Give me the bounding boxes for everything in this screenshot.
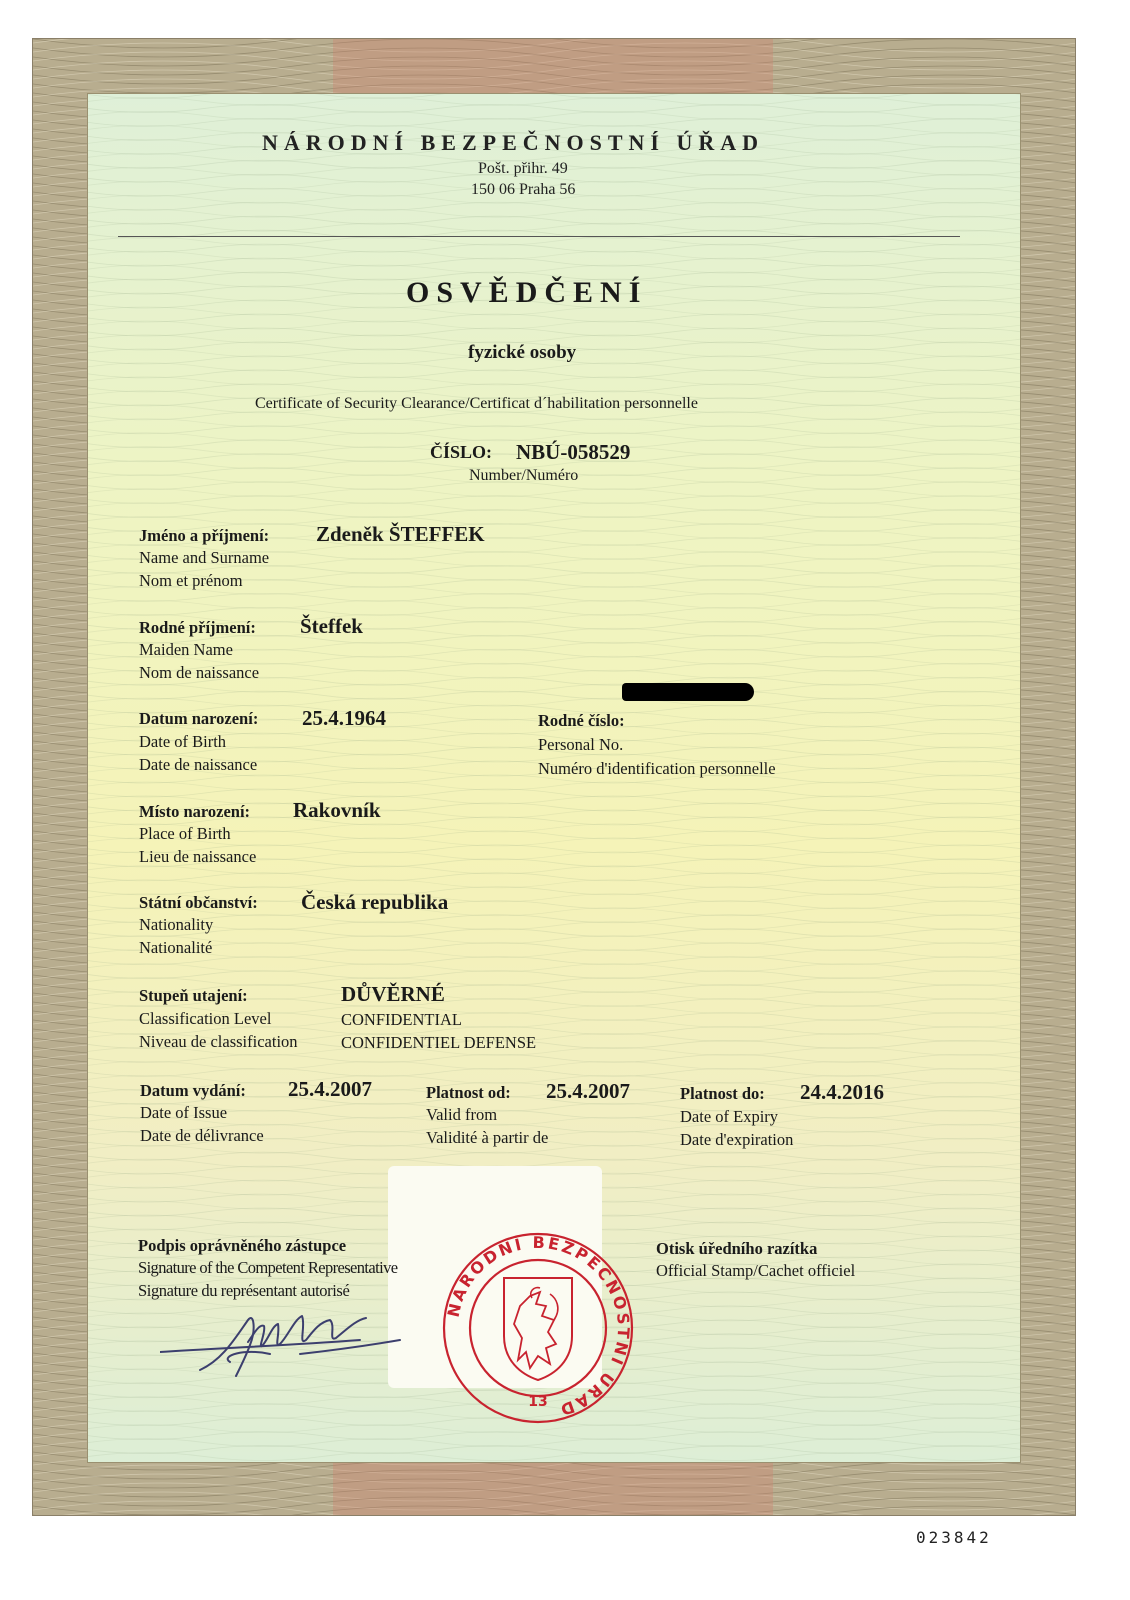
maiden-value: Šteffek — [300, 614, 363, 638]
address-line-2: 150 06 Praha 56 — [471, 181, 576, 198]
personal-no-label: Rodné číslo: — [538, 711, 625, 730]
document-subtitle: fyzické osoby — [468, 342, 577, 363]
valid-from-label-en: Valid from — [426, 1105, 498, 1124]
document-title: OSVĚDČENÍ — [406, 276, 648, 309]
number-label: ČÍSLO: — [430, 442, 493, 462]
dob-label-en: Date of Birth — [139, 732, 227, 751]
classification-label-en: Classification Level — [139, 1009, 272, 1028]
nationality-label-en: Nationality — [139, 915, 214, 934]
stamp-ring-text: NÁRODNÍ BEZPEČNOSTNÍ ÚŘAD — [443, 1232, 634, 1421]
name-label: Jméno a příjmení: — [139, 526, 270, 545]
handwritten-signature — [160, 1290, 420, 1400]
dob-label-fr: Date de naissance — [139, 755, 258, 774]
pob-value: Rakovník — [293, 798, 381, 822]
issue-date-label: Datum vydání: — [140, 1081, 246, 1100]
valid-to-value: 24.4.2016 — [800, 1080, 884, 1104]
nationality-value: Česká republika — [301, 890, 449, 914]
valid-to-label-en: Date of Expiry — [680, 1107, 779, 1126]
classification-value-fr: CONFIDENTIEL DEFENSE — [341, 1033, 537, 1052]
classification-label: Stupeň utajení: — [139, 986, 248, 1005]
nationality-label-fr: Nationalité — [139, 938, 213, 957]
redacted-personal-number — [622, 683, 754, 701]
signature-label: Podpis oprávněného zástupce — [138, 1236, 347, 1255]
stamp-label: Otisk úředního razítka — [656, 1239, 818, 1258]
agency-name: NÁRODNÍ BEZPEČNOSTNÍ ÚŘAD — [262, 130, 765, 155]
classification-label-fr: Niveau de classification — [139, 1032, 298, 1051]
address-line-1: Pošt. přihr. 49 — [478, 160, 568, 177]
valid-to-label-fr: Date d'expiration — [680, 1130, 794, 1149]
classification-value-en: CONFIDENTIAL — [341, 1010, 462, 1029]
pob-label-en: Place of Birth — [139, 824, 231, 843]
classification-value: DŮVĚRNÉ — [341, 982, 445, 1006]
stamp-number: 13 — [528, 1394, 548, 1410]
name-value: Zdeněk ŠTEFFEK — [316, 522, 485, 546]
signature-label-en: Signature of the Competent Representative — [138, 1258, 398, 1277]
valid-from-label: Platnost od: — [426, 1083, 511, 1102]
personal-no-label-fr: Numéro d'identification personnelle — [538, 759, 776, 778]
issue-date-label-en: Date of Issue — [140, 1103, 228, 1122]
number-translation: Number/Numéro — [469, 467, 579, 484]
certificate-number: NBÚ-058529 — [516, 440, 631, 464]
dob-value: 25.4.1964 — [302, 706, 386, 730]
valid-from-value: 25.4.2007 — [546, 1079, 630, 1103]
serial-number: 023842 — [916, 1528, 992, 1547]
personal-no-label-en: Personal No. — [538, 735, 624, 754]
official-stamp — [438, 1228, 638, 1428]
valid-to-label: Platnost do: — [680, 1084, 765, 1103]
pob-label-fr: Lieu de naissance — [139, 847, 257, 866]
nationality-label: Státní občanství: — [139, 893, 258, 912]
maiden-label-en: Maiden Name — [139, 640, 233, 659]
issue-date-value: 25.4.2007 — [288, 1077, 372, 1101]
issue-date-label-fr: Date de délivrance — [140, 1126, 264, 1145]
signature-label-fr: Signature du représentant autorisé — [138, 1281, 350, 1300]
document-title-translation: Certificate of Security Clearance/Certificat d´habilitation personnelle — [255, 395, 698, 412]
pob-label: Místo narození: — [139, 802, 251, 821]
name-label-en: Name and Surname — [139, 548, 270, 567]
header-divider — [118, 236, 960, 237]
maiden-label-fr: Nom de naissance — [139, 663, 260, 682]
stamp-label-en-fr: Official Stamp/Cachet officiel — [656, 1261, 856, 1280]
valid-from-label-fr: Validité à partir de — [426, 1128, 549, 1147]
name-label-fr: Nom et prénom — [139, 571, 243, 590]
dob-label: Datum narození: — [139, 709, 259, 728]
maiden-label: Rodné příjmení: — [139, 618, 256, 637]
